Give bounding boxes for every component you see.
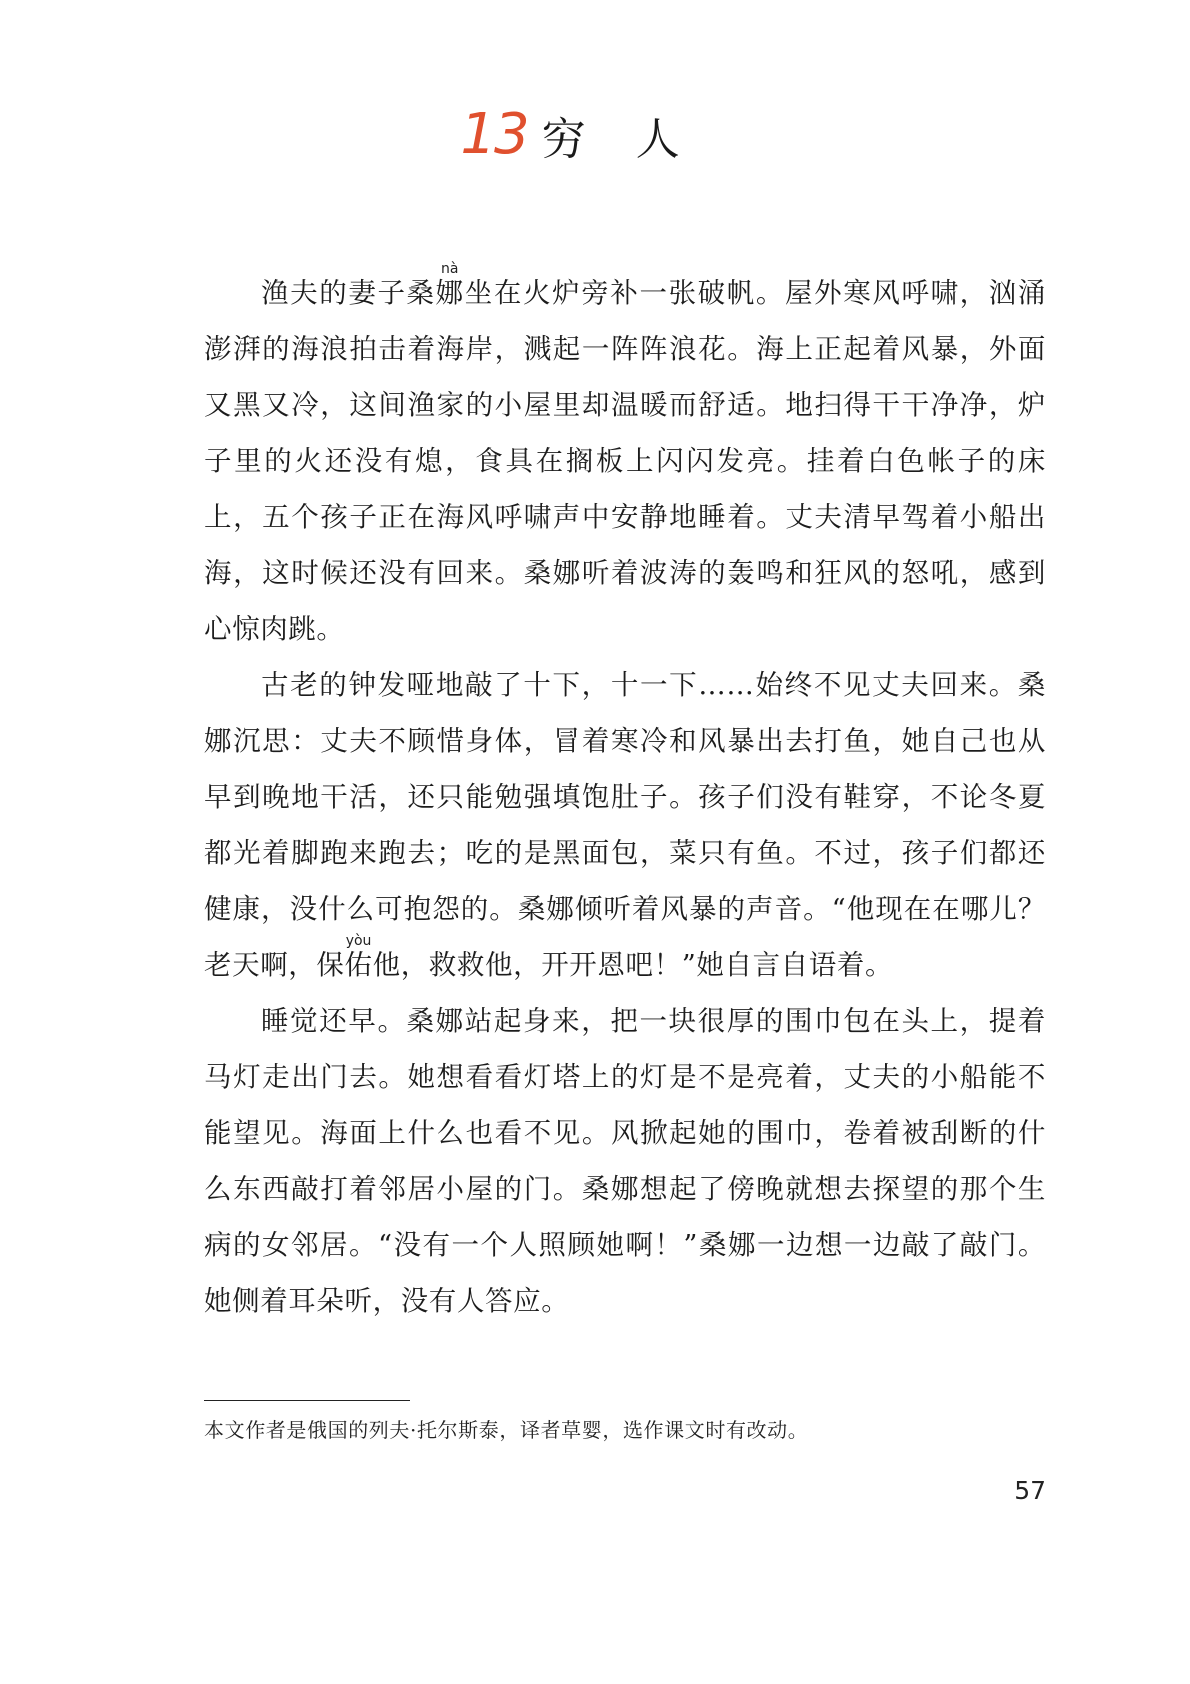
- lesson-number: 13: [460, 102, 528, 167]
- paragraph-2: [204, 657, 1046, 993]
- footnote-divider: [204, 1400, 410, 1401]
- article-body: [204, 262, 1046, 1329]
- pinyin-annotation-na: [435, 261, 465, 309]
- paragraph-3: [204, 993, 1046, 1329]
- pinyin-annotation-you: [344, 933, 373, 981]
- lesson-title: 穷人: [541, 113, 730, 165]
- paragraph-1: [204, 262, 1046, 657]
- paragraph-2-text-b: 他，救救他，开开恩吧！”她自言自语着。: [372, 949, 894, 981]
- footnote: 本文作者是俄国的列夫·托尔斯泰，译者草婴，选作课文时有改动。: [204, 1418, 809, 1442]
- paragraph-3-text: 睡觉还早。桑娜站起身来，把一块很厚的围巾包在头上，提着马灯走出门去。她想看看灯塔上的灯是不是亮着，丈夫的小船能不能望见。海面上什么也看不见。风掀起她的围巾，卷着被刮断的什么东西敲打着邻居小屋的门。桑娜想起了傍晚就想去探望的那个生病的女邻居。“没有一个人照顾她啊！”桑娜一边想一边敲了敲门。她侧着耳朵听，没有人答应。: [204, 1005, 1046, 1317]
- ruby-base-you: 佑: [344, 949, 373, 981]
- lesson-heading: [0, 102, 1190, 167]
- page-number: 57: [1014, 1476, 1046, 1505]
- paragraph-2-text-a: 古老的钟发哑地敲了十下，十一下……始终不见丈夫回来。桑娜沉思：丈夫不顾惜身体，冒着寒冷和风暴出去打鱼，她自己也从早到晚地干活，还只能勉强填饱肚子。孩子们没有鞋穿，不论冬夏都光着脚跑来跑去；吃的是黑面包，菜只有鱼。不过，孩子们都还健康，没什么可抱怨的。桑娜倾听着风暴的声音。“他现在在哪儿？老天啊，保: [204, 669, 1046, 981]
- ruby-base-na: 娜: [435, 277, 465, 309]
- pinyin-you: yòu: [344, 933, 373, 949]
- pinyin-na: nà: [435, 261, 464, 277]
- paragraph-1-text-a: 渔夫的妻子桑: [261, 277, 436, 309]
- paragraph-1-text-b: 坐在火炉旁补一张破帆。屋外寒风呼啸，汹涌澎湃的海浪拍击着海岸，溅起一阵阵浪花。海上正起着风暴，外面又黑又冷，这间渔家的小屋里却温暖而舒适。地扫得干干净净，炉子里的火还没有熄，食具在搁板上闪闪发亮。挂着白色帐子的床上，五个孩子正在海风呼啸声中安静地睡着。丈夫清早驾着小船出海，这时候还没有回来。桑娜听着波涛的轰鸣和狂风的怒吼，感到心惊肉跳。: [204, 277, 1047, 645]
